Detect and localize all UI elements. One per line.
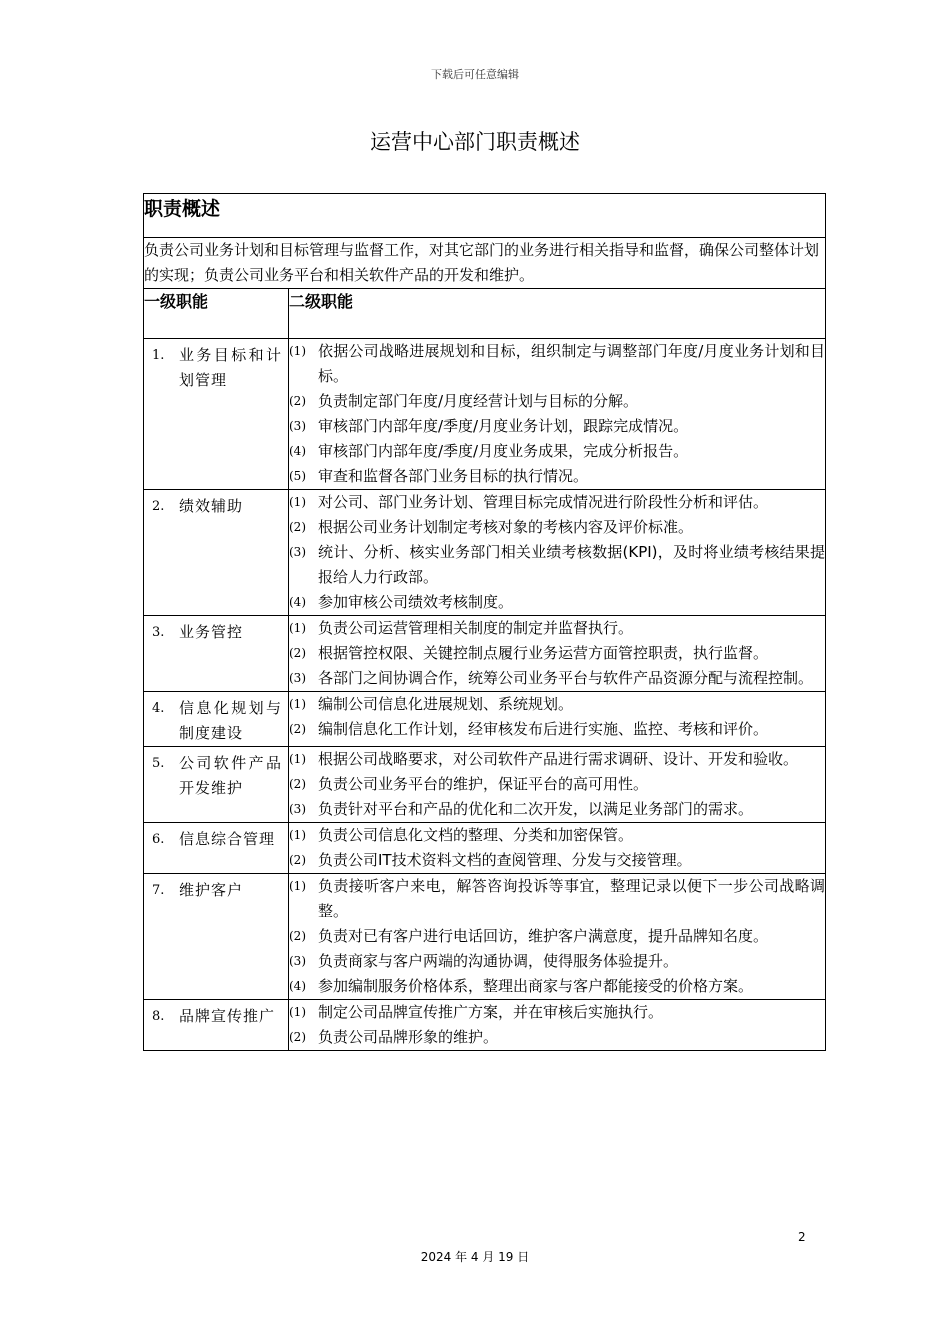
item-text: 根据公司业务计划制定考核对象的考核内容及评价标准。 — [318, 518, 694, 536]
row-number: 7. — [152, 883, 165, 898]
table-row — [144, 874, 826, 1000]
table-row — [144, 747, 826, 823]
item-number: (2) — [289, 394, 306, 408]
list-item — [289, 339, 825, 389]
item-text: 负责接听客户来电，解答咨询投诉等事宜，整理记录以便下一步公司战略调整。 — [318, 877, 826, 920]
header-note: 下载后可任意编辑 — [431, 68, 519, 81]
table-row — [144, 490, 826, 616]
row-number: 8. — [152, 1009, 165, 1024]
item-number: (2) — [289, 520, 306, 534]
row-number: 2. — [152, 499, 165, 514]
item-text: 负责商家与客户两端的沟通协调，使得服务体验提升。 — [318, 952, 679, 970]
item-number: (3) — [289, 802, 306, 816]
duties-table — [143, 193, 826, 1051]
level1-title: 业务目标和计划管理 — [179, 346, 282, 389]
item-text: 编制信息化工作计划，经审核发布后进行实施、监控、考核和评价。 — [318, 720, 769, 738]
item-number: (1) — [289, 1005, 306, 1019]
table-row — [144, 616, 826, 692]
item-number: (3) — [289, 954, 306, 968]
list-item — [289, 797, 825, 822]
item-number: (1) — [289, 752, 306, 766]
list-item — [289, 590, 825, 615]
summary-row — [144, 238, 826, 289]
section-heading-row — [144, 194, 826, 238]
level1-title: 信息化规划与制度建设 — [179, 699, 282, 742]
list-item — [289, 848, 825, 873]
list-item — [289, 464, 825, 489]
item-number: (3) — [289, 545, 306, 559]
item-text: 负责公司业务平台的维护，保证平台的高可用性。 — [318, 775, 649, 793]
item-number: (1) — [289, 344, 306, 358]
list-item — [289, 1025, 825, 1050]
table-row — [144, 339, 826, 490]
level1-title: 绩效辅助 — [179, 497, 244, 515]
level1-title: 业务管控 — [179, 623, 244, 641]
list-item — [289, 540, 825, 590]
level2-cell — [289, 490, 826, 616]
row-number: 6. — [152, 832, 165, 847]
item-text: 负责对已有客户进行电话回访，维护客户满意度，提升品牌知名度。 — [318, 927, 769, 945]
item-text: 负责公司信息化文档的整理、分类和加密保管。 — [318, 826, 634, 844]
list-item — [289, 823, 825, 848]
item-number: (3) — [289, 419, 306, 433]
row-number: 1. — [152, 348, 165, 363]
item-text: 根据管控权限、关键控制点履行业务运营方面管控职责，执行监督。 — [318, 644, 769, 662]
column-header-level1: 一级职能 — [144, 289, 289, 339]
item-number: (3) — [289, 671, 306, 685]
item-text: 统计、分析、核实业务部门相关业绩考核数据(KPI)，及时将业绩考核结果提报给人力行政部。 — [318, 543, 826, 586]
list-item — [289, 924, 825, 949]
footer-date: 2024 年 4 月 19 日 — [420, 1250, 530, 1264]
item-text: 制定公司品牌宣传推广方案，并在审核后实施执行。 — [318, 1003, 664, 1021]
page-title: 运营中心部门职责概述 — [370, 130, 580, 154]
level1-cell — [144, 692, 289, 747]
page-number: 2 — [798, 1230, 806, 1244]
item-number: (1) — [289, 697, 306, 711]
item-number: (2) — [289, 853, 306, 867]
list-item — [289, 490, 825, 515]
level1-title: 信息综合管理 — [179, 830, 276, 848]
level1-cell — [144, 1000, 289, 1051]
list-item — [289, 874, 825, 924]
summary-text: 负责公司业务计划和目标管理与监督工作，对其它部门的业务进行相关指导和监督，确保公司整体计划的实现；负责公司业务平台和相关软件产品的开发和维护。 — [144, 238, 826, 289]
level1-cell — [144, 874, 289, 1000]
level1-cell — [144, 823, 289, 874]
list-item — [289, 414, 825, 439]
item-number: (1) — [289, 828, 306, 842]
list-item — [289, 641, 825, 666]
item-number: (2) — [289, 1030, 306, 1044]
list-item — [289, 717, 825, 742]
level2-cell — [289, 823, 826, 874]
item-number: (1) — [289, 879, 306, 893]
column-header-row — [144, 289, 826, 339]
level2-cell — [289, 616, 826, 692]
item-text: 根据公司战略要求，对公司软件产品进行需求调研、设计、开发和验收。 — [318, 750, 799, 768]
level2-cell — [289, 692, 826, 747]
item-number: (1) — [289, 621, 306, 635]
table-row — [144, 692, 826, 747]
column-header-level2: 二级职能 — [289, 289, 826, 339]
item-number: (1) — [289, 495, 306, 509]
item-text: 参加编制服务价格体系，整理出商家与客户都能接受的价格方案。 — [318, 977, 754, 995]
level2-cell — [289, 1000, 826, 1051]
item-text: 负责公司运营管理相关制度的制定并监督执行。 — [318, 619, 634, 637]
item-text: 依据公司战略进展规划和目标，组织制定与调整部门年度/月度业务计划和目标。 — [318, 342, 826, 385]
item-number: (4) — [289, 444, 306, 458]
level1-cell — [144, 490, 289, 616]
item-number: (2) — [289, 929, 306, 943]
item-number: (5) — [289, 469, 306, 483]
list-item — [289, 666, 825, 691]
list-item — [289, 616, 825, 641]
list-item — [289, 1000, 825, 1025]
list-item — [289, 747, 825, 772]
table-row — [144, 823, 826, 874]
item-text: 负责制定部门年度/月度经营计划与目标的分解。 — [318, 392, 639, 410]
row-number: 4. — [152, 701, 165, 716]
list-item — [289, 949, 825, 974]
item-text: 负责公司IT技术资料文档的查阅管理、分发与交接管理。 — [318, 851, 692, 869]
level1-title: 维护客户 — [179, 881, 244, 899]
list-item — [289, 692, 825, 717]
level2-cell — [289, 747, 826, 823]
item-text: 审核部门内部年度/季度/月度业务计划，跟踪完成情况。 — [318, 417, 689, 435]
level1-title: 品牌宣传推广 — [179, 1007, 276, 1025]
level2-cell — [289, 874, 826, 1000]
list-item — [289, 389, 825, 414]
item-text: 编制公司信息化进展规划、系统规划。 — [318, 695, 574, 713]
level1-cell — [144, 747, 289, 823]
item-text: 参加审核公司绩效考核制度。 — [318, 593, 514, 611]
item-text: 审核部门内部年度/季度/月度业务成果，完成分析报告。 — [318, 442, 689, 460]
item-number: (2) — [289, 777, 306, 791]
item-number: (4) — [289, 595, 306, 609]
row-number: 5. — [152, 756, 165, 771]
item-text: 负责针对平台和产品的优化和二次开发，以满足业务部门的需求。 — [318, 800, 754, 818]
item-text: 负责公司品牌形象的维护。 — [318, 1028, 499, 1046]
item-number: (4) — [289, 979, 306, 993]
table-row — [144, 1000, 826, 1051]
level1-cell — [144, 616, 289, 692]
item-number: (2) — [289, 646, 306, 660]
list-item — [289, 974, 825, 999]
row-number: 3. — [152, 625, 165, 640]
item-text: 对公司、部门业务计划、管理目标完成情况进行阶段性分析和评估。 — [318, 493, 769, 511]
list-item — [289, 439, 825, 464]
level1-title: 公司软件产品开发维护 — [179, 754, 282, 797]
item-text: 各部门之间协调合作，统筹公司业务平台与软件产品资源分配与流程控制。 — [318, 669, 814, 687]
level2-cell — [289, 339, 826, 490]
level1-cell — [144, 339, 289, 490]
item-number: (2) — [289, 722, 306, 736]
list-item — [289, 772, 825, 797]
section-heading: 职责概述 — [144, 194, 826, 238]
list-item — [289, 515, 825, 540]
item-text: 审查和监督各部门业务目标的执行情况。 — [318, 467, 589, 485]
